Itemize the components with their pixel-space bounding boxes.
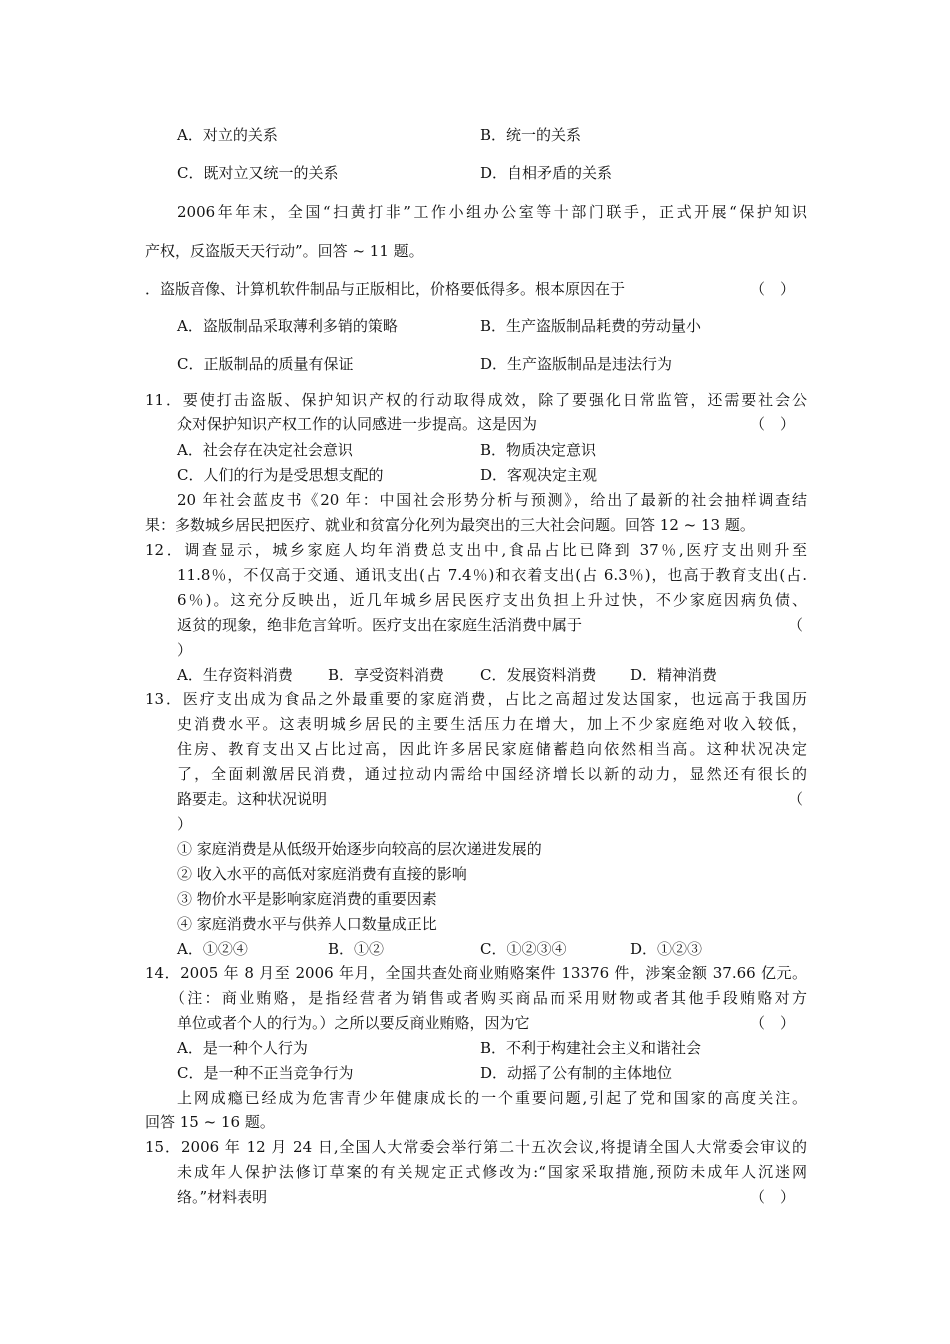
q12-option-c: C．发展资料消费 [480, 666, 597, 684]
answer-paren-13-open: （ [788, 790, 804, 808]
q11-option-b: B．物质决定意识 [480, 441, 597, 459]
q13-option-d: D．①②③ [630, 940, 703, 958]
q13-option-a: A．①②④ [177, 940, 248, 958]
question-10-stem: ．盗版音像、计算机软件制品与正版相比，价格要低得多。根本原因在于 [145, 280, 626, 298]
q10-option-b: B．生产盗版制品耗费的劳动量小 [480, 317, 702, 335]
question-14-line1: 14．2005 年 8 月至 2006 年月，全国共查处商业贿赂案件 13376 件，涉案金额 37.66 亿元。 [145, 964, 807, 982]
option-a: A．对立的关系 [177, 126, 278, 144]
answer-paren-11: （ ） [750, 415, 796, 433]
q14-option-b: B．不利于构建社会主义和谐社会 [480, 1039, 702, 1057]
q12-option-b: B．享受资料消费 [328, 666, 445, 684]
question-14-line3: 单位或者个人的行为。）之所以要反商业贿赂，因为它 [177, 1014, 530, 1032]
q13-option-c: C．①②③④ [480, 940, 567, 958]
question-12-line2: 11.8％，不仅高于交通、通讯支出(占 7.4％)和衣着支出(占 6.3％)，也高于教育支出(占. [177, 566, 807, 584]
question-13-line1: 13．医疗支出成为食品之外最重要的家庭消费，占比之高超过发达国家，也远高于我国历 [145, 690, 807, 708]
intro-15-16-line2: 回答 15 ~ 16 题。 [145, 1113, 275, 1131]
q14-option-a: A．是一种个人行为 [177, 1039, 308, 1057]
q13-item-4: ④ 家庭消费水平与供养人口数量成正比 [177, 915, 437, 933]
q11-option-c: C．人们的行为是受思想支配的 [177, 466, 384, 484]
question-11-line2: 众对保护知识产权工作的认同感进一步提高。这是因为 [177, 415, 538, 433]
question-13-line5: 路要走。这种状况说明 [177, 790, 328, 808]
question-15-line2: 未成年人保护法修订草案的有关规定正式修改为:“国家采取措施,预防未成年人沉迷网 [177, 1163, 807, 1181]
q13-item-1: ① 家庭消费是从低级开始逐步向较高的层次递进发展的 [177, 840, 542, 858]
question-14-line2: （注：商业贿赂，是指经营者为销售或者购买商品而采用财物或者其他手段贿赂对方 [170, 989, 807, 1007]
q11-option-d: D．客观决定主观 [480, 466, 598, 484]
question-11-line1: 11．要使打击盗版、保护知识产权的行动取得成效，除了要强化日常监管，还需要社会公 [145, 391, 807, 409]
q10-option-d: D．生产盗版制品是违法行为 [480, 355, 673, 373]
q12-option-a: A．生存资料消费 [177, 666, 293, 684]
q14-option-c: C．是一种不正当竞争行为 [177, 1064, 354, 1082]
question-12-line1: 12．调查显示，城乡家庭人均年消费总支出中,食品占比已降到 37％,医疗支出则升至 [145, 541, 807, 559]
answer-paren-10: （ ） [750, 280, 796, 298]
q11-option-a: A．社会存在决定社会意识 [177, 441, 353, 459]
question-15-line1: 15．2006 年 12 月 24 日,全国人大常委会举行第二十五次会议,将提请全国人大常委会审议的 [145, 1138, 807, 1156]
question-15-line3: 络。”材料表明 [177, 1188, 268, 1206]
q14-option-d: D．动摇了公有制的主体地位 [480, 1064, 673, 1082]
question-12-line3: 6％)。这充分反映出，近几年城乡居民医疗支出负担上升过快，不少家庭因病负债、 [177, 591, 807, 609]
q12-option-d: D．精神消费 [630, 666, 718, 684]
question-12-line4: 返贫的现象，绝非危言耸听。医疗支出在家庭生活消费中属于 [177, 616, 583, 634]
option-b: B．统一的关系 [480, 126, 582, 144]
q13-item-3: ③ 物价水平是影响家庭消费的重要因素 [177, 890, 437, 908]
q13-option-b: B．①② [328, 940, 385, 958]
question-13-line2: 史消费水平。这表明城乡居民的主要生活压力在增大，加上不少家庭绝对收入较低， [177, 715, 807, 733]
q10-option-c: C．正版制品的质量有保证 [177, 355, 354, 373]
intro-10-11-line2: 产权，反盗版天天行动”。回答 ~ 11 题。 [145, 242, 424, 260]
option-c: C．既对立又统一的关系 [177, 164, 339, 182]
option-d: D．自相矛盾的关系 [480, 164, 613, 182]
intro-12-13-line2: 果：多数城乡居民把医疗、就业和贫富分化列为最突出的三大社会问题。回答 12 ~ 13 题。 [145, 516, 755, 534]
q10-option-a: A．盗版制品采取薄利多销的策略 [177, 317, 398, 335]
intro-10-11-line1: 2006年年末，全国“扫黄打非”工作小组办公室等十部门联手，正式开展“保护知识 [177, 203, 807, 221]
answer-paren-12-close: ） [177, 641, 193, 659]
intro-12-13-line1: 20 年社会蓝皮书《20 年：中国社会形势分析与预测》，给出了最新的社会抽样调查结 [177, 491, 807, 509]
answer-paren-14: （ ） [750, 1014, 796, 1032]
question-13-line4: 了，全面刺激居民消费，通过拉动内需给中国经济增长以新的动力，显然还有很长的 [177, 765, 807, 783]
question-13-line3: 住房、教育支出又占比过高，因此许多居民家庭储蓄趋向依然相当高。这种状况决定 [177, 740, 807, 758]
intro-15-16-line1: 上网成瘾已经成为危害青少年健康成长的一个重要问题,引起了党和国家的高度关注。 [177, 1089, 807, 1107]
answer-paren-12-open: （ [788, 616, 804, 634]
answer-paren-13-close: ） [177, 815, 193, 833]
answer-paren-15: （ ） [750, 1188, 796, 1206]
q13-item-2: ② 收入水平的高低对家庭消费有直接的影响 [177, 865, 467, 883]
